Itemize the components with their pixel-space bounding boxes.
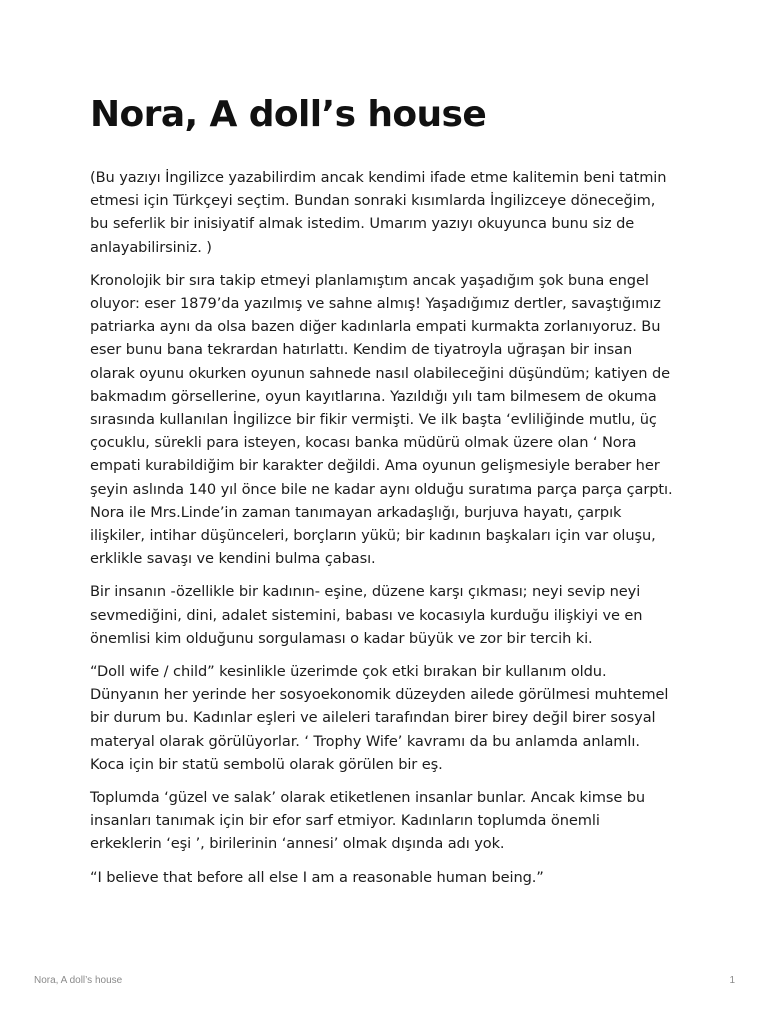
paragraph-doll-wife: “Doll wife / child” kesinlikle üzerimde çok etki bırakan bir kullanım oldu. Dünyanın her yerinde her sosyoekonomik düzeyden ailede görülmesi muhtemel bir durum bu. Kadınlar eşleri ve aileleri tarafından birer birey değil birer sosyal materyal olarak görülüyorlar. ‘ Trophy Wife’ kavramı da bu anlamda anlamlı. Koca için bir statü sembolü olarak görülen bir eş. xyxy=(90,663,669,773)
paragraph-chronology: Kronolojik bir sıra takip etmeyi planlamıştım ancak yaşadığım şok buna engel oluyor: eser 1879’da yazılmış ve sahne almış! Yaşadığımız dertler, savaştığımız patriarka aynı da olsa bazen diğer kadınlarla empati kurmakta zorlanıyoruz. Bu eser bunu bana tekrardan hatırlattı. Kendim de tiyatroyla uğraşan bir insan olarak oyunu okurken oyunun sahnede nasıl olabileceğini düşündüm; katiyen de bakmadım görsellerine, oyun kayıtlarına. Yazıldığı yılı tam bilmesem de okuma sırasında kullanılan İngilizce bir fikir vermişti. Ve ilk başta ‘evliliğinde mutlu, üç çocuklu, sürekli para isteyen, kocası banka müdürü olmak üzere olan ‘ Nora empati kurabildiğim bir karakter değildi. Ama oyunun gelişmesiyle beraber her şeyin aslında 140 yıl önce bile ne kadar aynı olduğu suratıma parça parça çarptı. Nora ile Mrs.Linde’in zaman tanımayan arkadaşlığı, burjuva hayatı, çarpık ilişkiler, intihar düşünceleri, borçların yükü; bir kadının başkaları için var oluşu, erklikle savaşı ve kendini bulma çabası. xyxy=(90,271,673,568)
footer-document-title: Nora, A doll’s house xyxy=(34,975,123,986)
paragraph-intro-note: (Bu yazıyı İngilizce yazabilirdim ancak kendimi ifade etme kalitemin beni tatmin etmesi için Türkçeyi seçtim. Bundan sonraki kısımlarda İngilizceye döneceğim, bu seferlik bir inisiyatif almak istedim. Umarım yazıyı okuyunca bunu siz de anlayabilirsiniz. ) xyxy=(90,169,667,256)
document-body xyxy=(90,92,674,899)
paragraph-society-labels: Toplumda ‘güzel ve salak’ olarak etiketlenen insanlar bunlar. Ancak kimse bu insanları tanımak için bir efor sarf etmiyor. Kadınların toplumda önemli erkeklerin ‘eşi ’, birilerinin ‘annesi’ olmak dışında adı yok. xyxy=(90,789,646,853)
paragraph-questioning: Bir insanın -özellikle bir kadının- eşine, düzene karşı çıkması; neyi sevip neyi sevmediğini, dini, adalet sistemini, babası ve kocasıyla kurduğu ilişkiyi ve en önemlisi kim olduğunu sorgulaması o kadar büyük ve zor bir tercih ki. xyxy=(90,583,643,647)
paragraph-quote: “I believe that before all else I am a reasonable human being.” xyxy=(90,868,544,886)
footer-page-number: 1 xyxy=(729,975,735,986)
document-title: Nora, A doll’s house xyxy=(90,94,487,135)
